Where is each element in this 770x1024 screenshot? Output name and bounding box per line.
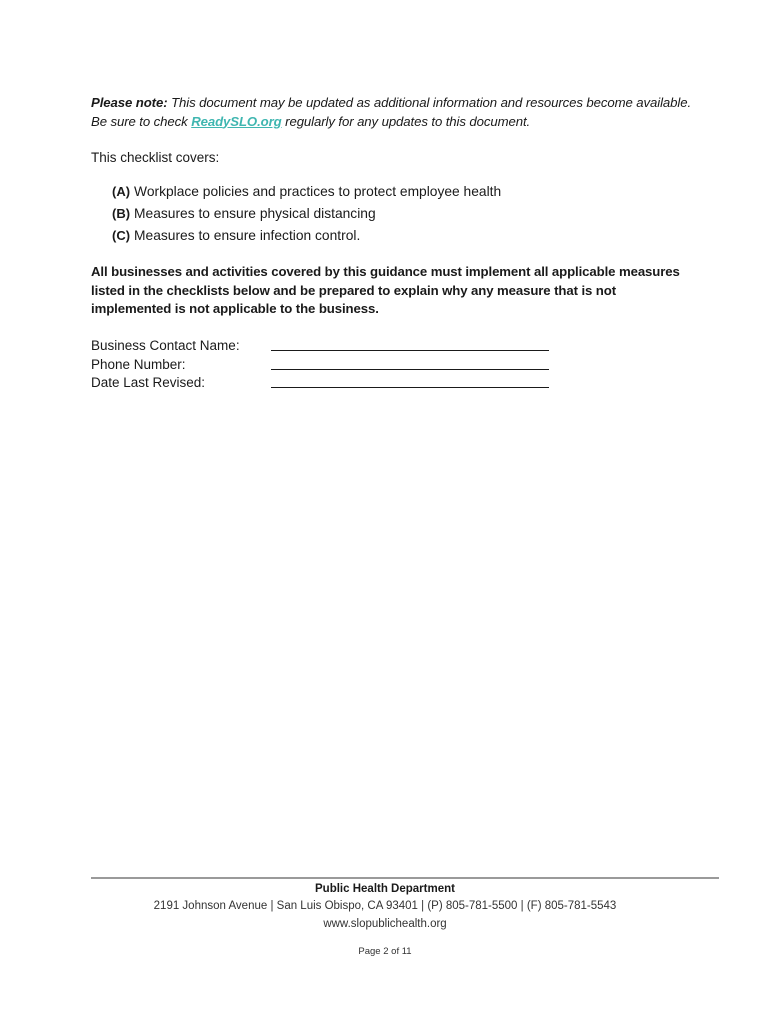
item-text: Measures to ensure infection control. (134, 228, 361, 243)
business-contact-name-field (91, 337, 549, 356)
page-number: Page 2 of 11 (358, 946, 412, 957)
item-tag: (A) (112, 184, 131, 199)
update-note (91, 94, 691, 131)
footer-website: www.slopublichealth.org (323, 918, 447, 930)
field-label: Business Contact Name: (91, 338, 240, 353)
footer-address: 2191 Johnson Avenue | San Luis Obispo, CA 93401 | (P) 805-781-5500 | (F) 805-781-5543 (153, 900, 617, 912)
item-tag: (C) (112, 228, 131, 243)
contact-fields (91, 337, 549, 393)
phone-number-input[interactable] (271, 356, 549, 370)
footer-divider (91, 877, 719, 879)
covers-label: This checklist covers: (91, 150, 220, 165)
date-last-revised-input[interactable] (271, 374, 549, 388)
note-lead: Please note: (91, 95, 168, 110)
note-text-1: This document may be updated as additional information and resources become available. Be sure to check (91, 95, 692, 129)
item-tag: (B) (112, 206, 131, 221)
footer-department: Public Health Department (315, 883, 455, 895)
readyslo-link[interactable]: ReadySLO.org (191, 113, 282, 129)
phone-number-field (91, 356, 549, 375)
item-text: Measures to ensure physical distancing (134, 206, 376, 221)
date-last-revised-field (91, 374, 549, 393)
item-text: Workplace policies and practices to protect employee health (134, 184, 502, 199)
note-text-2: regularly for any updates to this document. (281, 113, 531, 129)
field-label: Date Last Revised: (91, 375, 206, 390)
checklist-item-b (112, 204, 501, 226)
business-contact-name-input[interactable] (271, 337, 549, 351)
compliance-warning: All businesses and activities covered by this guidance must implement all applicable measures listed in the checklists below and be prepared to explain why any measure that is not implemented is not applicable to the business. (91, 264, 680, 316)
checklist-item-a (112, 182, 501, 204)
checklist-item-c (112, 226, 501, 248)
checklist-items (112, 182, 501, 248)
field-label: Phone Number: (91, 356, 186, 372)
